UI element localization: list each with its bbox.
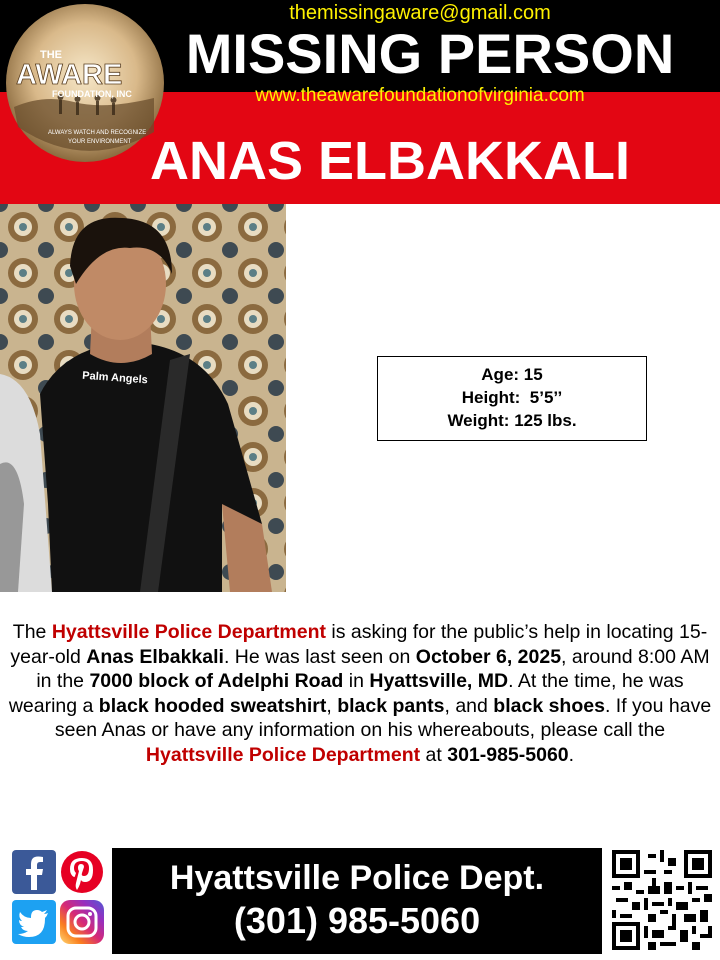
logo-foundation: FOUNDATION, INC xyxy=(52,89,132,99)
headline: MISSING PERSON xyxy=(185,22,675,85)
instagram-icon[interactable] xyxy=(60,900,104,944)
city-highlight: Hyattsville, MD xyxy=(369,670,509,692)
height-value: 5’5’’ xyxy=(529,388,563,407)
age-value: 15 xyxy=(523,365,543,384)
social-icons xyxy=(12,848,106,946)
stats-box xyxy=(377,356,647,441)
footer-dept-name: Hyattsville Police Dept. xyxy=(169,859,545,897)
logo-aware: AWARE xyxy=(16,59,123,91)
qr-code[interactable] xyxy=(612,850,712,950)
aware-foundation-logo xyxy=(4,2,166,164)
block-highlight: 7000 block of Adelphi Road xyxy=(89,670,344,692)
date-highlight: October 6, 2025 xyxy=(415,645,562,668)
logo-motto-2: YOUR ENVIRONMENT xyxy=(68,139,132,145)
dept-highlight: Hyattsville Police Department xyxy=(51,621,326,643)
facebook-icon[interactable] xyxy=(12,850,56,894)
person-name: ANAS ELBAKKALI xyxy=(150,131,630,191)
clothing-item-1: black hooded sweatshirt xyxy=(98,694,327,717)
person-photo xyxy=(0,204,286,592)
clothing-item-3: black shoes xyxy=(493,694,605,717)
phone-highlight: 301-985-5060 xyxy=(447,743,569,766)
height-row xyxy=(378,386,646,409)
clothing-item-2: black pants xyxy=(337,694,445,717)
name-highlight: Anas Elbakkali xyxy=(86,645,224,668)
age-label: Age: xyxy=(481,365,520,384)
weight-value: 125 lbs. xyxy=(514,411,577,430)
svg-text:Palm Angels: Palm Angels xyxy=(81,369,149,387)
pinterest-icon[interactable] xyxy=(60,850,104,894)
height-label: Height: xyxy=(461,388,521,407)
website-url: www.theawarefoundationofvirginia.com xyxy=(255,85,585,106)
footer-contact-bar xyxy=(112,848,602,954)
weight-label: Weight: xyxy=(447,411,510,430)
dept-highlight-2: Hyattsville Police Department xyxy=(145,743,421,766)
weight-row xyxy=(378,409,646,432)
logo-the: THE xyxy=(40,49,62,61)
description-paragraph: The Hyattsville Police Department is asking for the public’s help in locating 15-year-old Anas Elbakkali. He was last seen on October 6, 2025, around 8:00 AM in the 7000 block of Adelphi Road in Hyattsville, MD. At the time, he was wearing a black hooded sweatshirt, black pants, and black shoes. If you have seen Anas or have any information on his whereabouts, please call the Hyattsville Police Department at 301-985-5060. xyxy=(8,621,712,766)
footer-phone: (301) 985-5060 xyxy=(233,900,481,941)
email-address: themissingaware@gmail.com xyxy=(289,2,551,24)
logo-motto-1: ALWAYS WATCH AND RECOGNIZE xyxy=(48,130,147,136)
age-row xyxy=(378,363,646,386)
twitter-icon[interactable] xyxy=(12,900,56,944)
